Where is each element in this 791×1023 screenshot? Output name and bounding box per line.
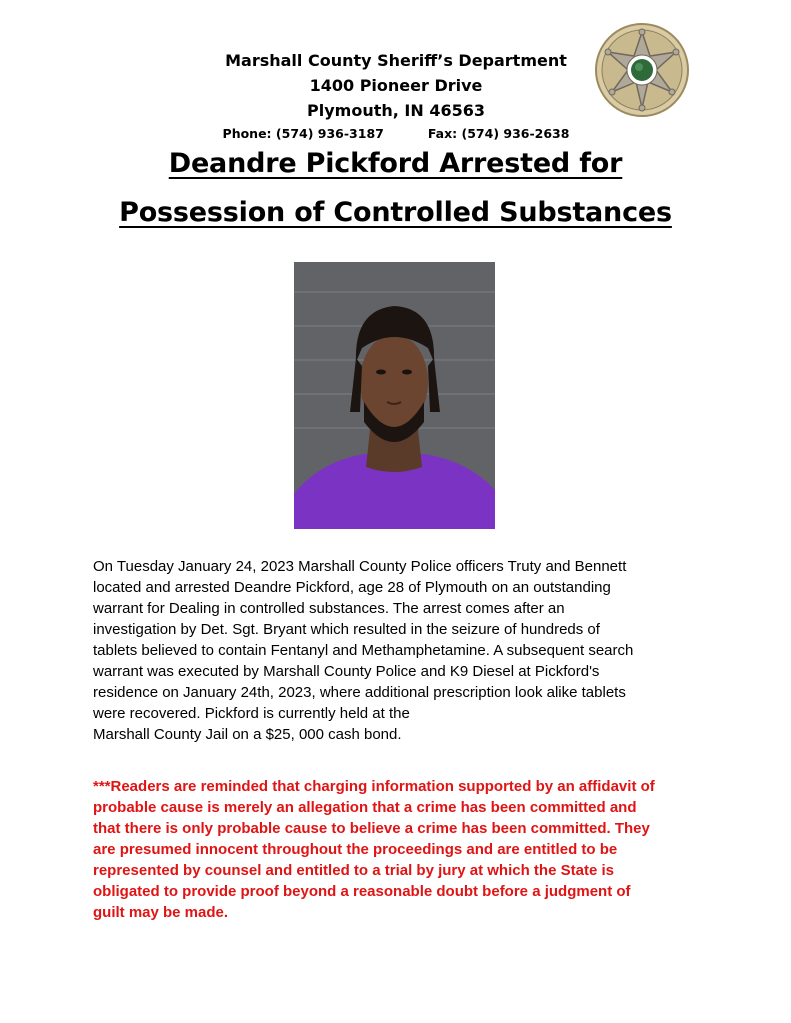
- paragraph-line: tablets believed to contain Fentanyl and Methamphetamine. A subsequent search: [93, 642, 634, 659]
- contact-line: [150, 123, 642, 145]
- phone-number: Phone: (574) 936-3187: [222, 126, 384, 141]
- paragraph-line: warrant was executed by Marshall County Police and K9 Diesel at Pickford's: [93, 663, 600, 680]
- headline-line-2: Possession of Controlled Substances: [119, 197, 672, 228]
- disclaimer-line: are presumed innocent throughout the proceedings and are entitled to be: [93, 841, 618, 858]
- city-state-zip: Plymouth, IN 46563: [307, 101, 485, 120]
- sheriff-star-badge-icon: [594, 22, 690, 118]
- disclaimer-line: obligated to provide proof beyond a reasonable doubt before a judgment of: [93, 883, 631, 900]
- paragraph-line: investigation by Det. Sgt. Bryant which resulted in the seizure of hundreds of: [93, 621, 600, 638]
- disclaimer-line: probable cause is merely an allegation that a crime has been committed and: [93, 799, 637, 816]
- disclaimer-line: ***Readers are reminded that charging information supported by an affidavit of: [93, 778, 655, 795]
- paragraph-line: were recovered. Pickford is currently held at the: [93, 705, 410, 722]
- paragraph-line: On Tuesday January 24, 2023 Marshall County Police officers Truty and Bennett: [93, 558, 627, 575]
- paragraph-line: residence on January 24th, 2023, where additional prescription look alike tablets: [93, 684, 626, 701]
- fax-number: Fax: (574) 936-2638: [427, 126, 570, 141]
- disclaimer-line: guilt may be made.: [93, 904, 229, 921]
- paragraph-line: located and arrested Deandre Pickford, age 28 of Plymouth on an outstanding: [93, 579, 611, 596]
- letterhead: [150, 48, 642, 145]
- paragraph-line: warrant for Dealing in controlled substances. The arrest comes after an: [93, 600, 565, 617]
- arrest-report-paragraph: [93, 556, 713, 745]
- headline-line-1: Deandre Pickford Arrested for: [168, 148, 623, 179]
- department-name: Marshall County Sheriff’s Department: [225, 51, 567, 70]
- mugshot-photo: [294, 262, 495, 529]
- paragraph-line: Marshall County Jail on a $25, 000 cash bond.: [93, 726, 402, 743]
- street-address: 1400 Pioneer Drive: [309, 76, 483, 95]
- disclaimer-line: represented by counsel and entitled to a trial by jury at which the State is: [93, 862, 614, 879]
- legal-disclaimer: [93, 776, 713, 923]
- disclaimer-line: that there is only probable cause to believe a crime has been committed. They: [93, 820, 650, 837]
